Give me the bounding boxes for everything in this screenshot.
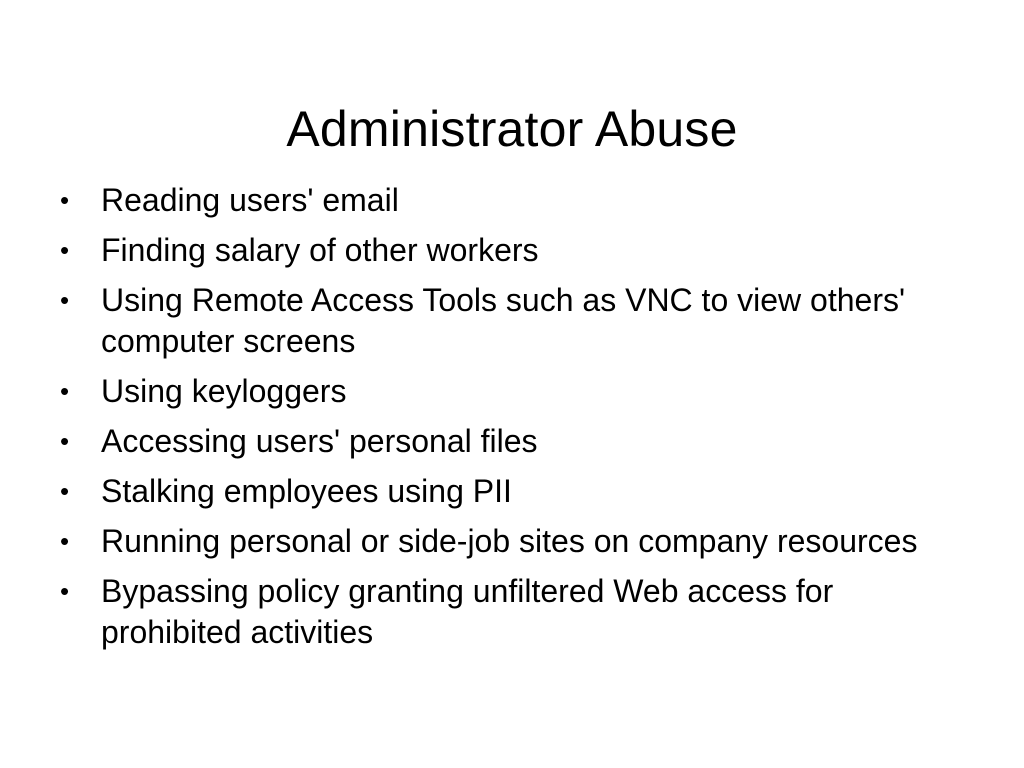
bullet-text: Using Remote Access Tools such as VNC to view others' computer screens bbox=[101, 282, 906, 359]
bullet-item bbox=[56, 371, 956, 412]
bullet-text: Stalking employees using PII bbox=[101, 473, 512, 509]
bullet-icon: • bbox=[60, 576, 70, 606]
bullet-text: Using keyloggers bbox=[101, 373, 347, 409]
bullet-item bbox=[56, 471, 956, 512]
bullet-text: Running personal or side-job sites on company resources bbox=[101, 523, 918, 559]
bullet-list bbox=[56, 180, 956, 662]
bullet-text: Finding salary of other workers bbox=[101, 232, 539, 268]
bullet-item bbox=[56, 571, 956, 653]
bullet-icon: • bbox=[60, 235, 70, 265]
bullet-item bbox=[56, 421, 956, 462]
bullet-icon: • bbox=[60, 426, 70, 456]
bullet-icon: • bbox=[60, 285, 70, 315]
bullet-icon: • bbox=[60, 376, 70, 406]
bullet-text: Bypassing policy granting unfiltered Web access for prohibited activities bbox=[101, 573, 834, 650]
bullet-icon: • bbox=[60, 185, 70, 215]
bullet-item bbox=[56, 180, 956, 221]
bullet-icon: • bbox=[60, 476, 70, 506]
bullet-icon: • bbox=[60, 526, 70, 556]
bullet-text: Accessing users' personal files bbox=[101, 423, 538, 459]
bullet-item bbox=[56, 280, 956, 362]
bullet-item bbox=[56, 521, 956, 562]
bullet-item bbox=[56, 230, 956, 271]
slide-title: Administrator Abuse bbox=[286, 100, 738, 157]
bullet-text: Reading users' email bbox=[101, 182, 399, 218]
